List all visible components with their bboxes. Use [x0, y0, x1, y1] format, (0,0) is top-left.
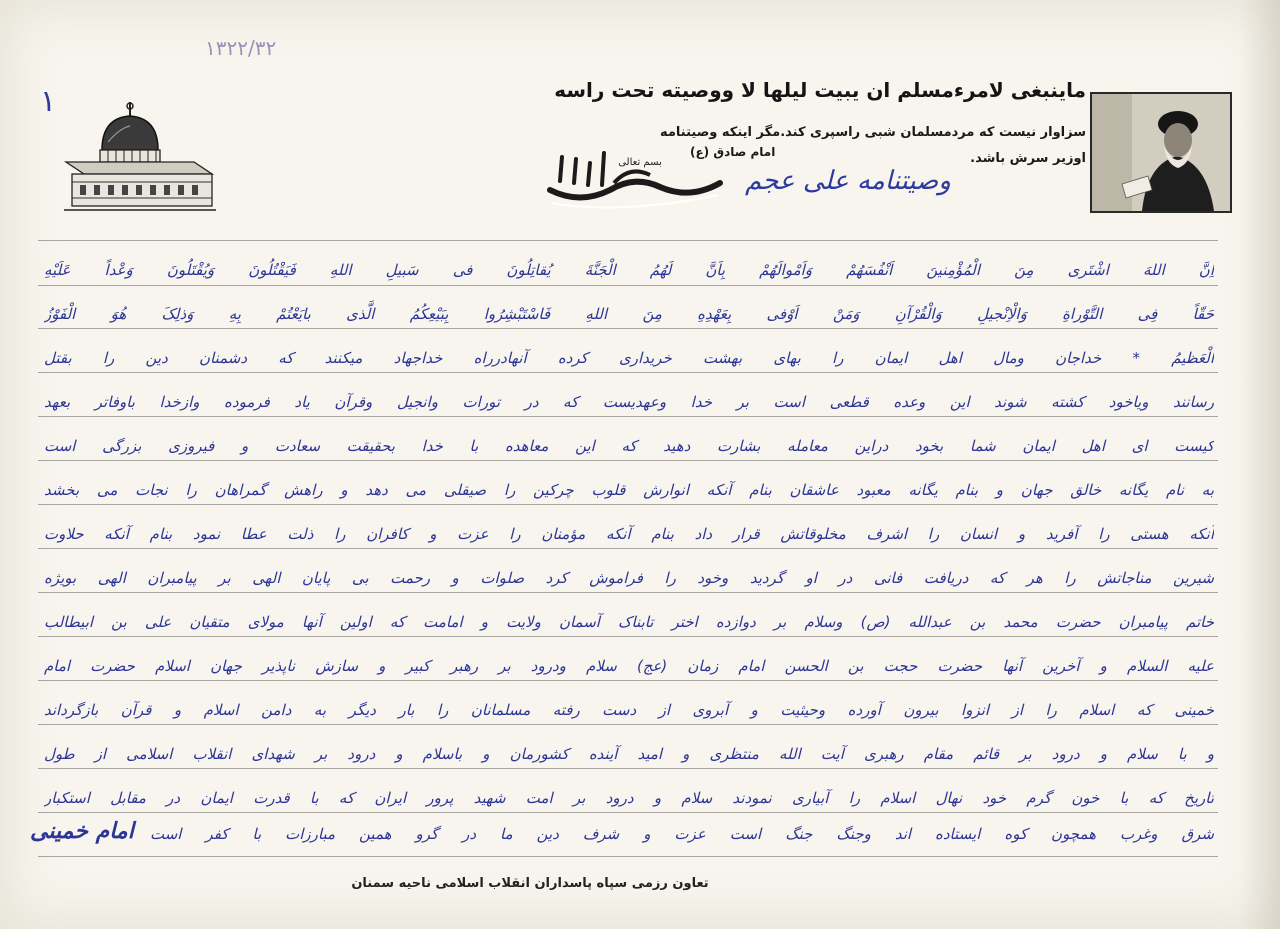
body-line: الْعَظیمُ * خداجان ومال اهل ایمان را بهای بهشت خریداری کرده آنهادرراه خداجهاد میکنند که دشمنان دین را بقتل	[44, 349, 1214, 367]
portrait-photo	[1090, 92, 1232, 213]
body-line: حَقّاً فِی التَّوْراةِ وَالْاِنْجیلِ وَالْقُرْآنِ وَمَنْ اَوْفی بِعَهْدِهِ مِنَ اللهِ فَاسْتَبْشِرُوا بِبَیْعِکُمُ الَّذی بایَعْتُمْ بِهِ وَذلِکَ هُوَ الْفَوْزُ	[44, 305, 1214, 323]
body-line: شیرین مناجاتش را هر که دریافت فانی در او گردید وخود را فراموش کرد صلوات و رحمت بی پایان الهی بر پیامبران الهی بویژه	[44, 569, 1214, 587]
archive-number: ۱۳۲۲/۳۲	[205, 36, 277, 60]
body-line: آنکه هستی را آفرید و انسان را اشرف مخلوقاتش قرار داد بنام آنکه مؤمنان را عزت و کافران را ذلت عطا نمود بنام آنکه حلاوت	[44, 525, 1214, 543]
body-line: و با سلام و درود بر قائم مقام رهبری آیت الله منتظری و امید آینده کشورمان و باسلام و درود بر شهدای انقلاب اسلامی از طول	[44, 745, 1214, 763]
handwritten-heading: وصیتنامه علی عجم	[745, 166, 951, 196]
paper-shadow	[1240, 0, 1280, 929]
body-line: خاتم پیامبران حضرت محمد بن عبدالله (ص) وسلام بر دوازده اختر تابناک آسمان ولایت و امامت که اولین آنها مولای متقیان علی بن ابیطالب	[44, 613, 1214, 631]
body-line: اِنَّ اللهَ اشْتَری مِنَ الْمُؤْمِنینَ اَنْفُسَهُمْ وَاَمْوالَهُمْ بِاَنَّ لَهُمُ الْجَنَّةَ یُقاتِلُونَ فی سَبیلِ اللهِ فَیَقْتُلُونَ وَیُقْتَلُونَ وَعْداً عَلَیْهِ	[44, 261, 1214, 279]
body-line: کیست ای اهل ایمان شما بخود دراین معامله بشارت دهید که این معاهده با خدا بحقیقت سعادت و فیروزی بزرگی است	[44, 437, 1214, 455]
body-line: تاریخ که با خون گرم خود نهال اسلام را آبیاری نمودند سلام و درود بر امت شهید پرور ایران که با قدرت ایمان در مقابل استکبار	[44, 789, 1214, 807]
footer-credit: تعاون رزمی سپاه پاسداران انقلاب اسلامی ناحیه سمنان	[351, 876, 709, 891]
body-line: علیه السلام و آخرین آنها حضرت حجت بن الحسن امام زمان (عج) سلام ودرود بر رهبر کبیر و سازش ناپذیر جهان اسلام حضرت امام	[44, 657, 1214, 675]
signature-quote-author: امام خمینی	[30, 818, 134, 844]
calligraphy-caption: بسم تعالی	[618, 157, 662, 168]
dome-of-the-rock-icon	[60, 100, 220, 218]
body-line: به نام یگانه خالق جهان و بنام یگانه معبود عاشقان بنام آنکه انوارش قلوب چرکین را صیقلی می دهد و راهش گمراهان را نجات می بخشد	[44, 481, 1214, 499]
ruled-line	[38, 240, 1218, 241]
header-hadith-translation-end: اوزیر سرش باشد.	[970, 151, 1086, 166]
ruled-line	[38, 856, 1218, 857]
body-line: شرق وغرب همچون کوه ایستاده اند وجنگ جنگ است عزت و شرف دین ما در گرو همین مبارزات با کفر است	[150, 825, 1214, 843]
body-line: خمینی که اسلام را از انزوا بیرون آورده وحیثیت و آبروی از دست رفته مسلمانان را بار دیگر به دامن اسلام و قرآن بازگرداند	[44, 701, 1214, 719]
page-number: ۱	[40, 84, 57, 119]
body-line: رسانند ویاخود کشته شوند این وعده قطعی است بر خدا وعهدیست که در تورات وانجیل وقرآن یاد فرموده وازخدا باوفاتر بعهد	[44, 393, 1214, 411]
header-hadith-arabic: ماینبغی لامرءمسلم ان یبیت لیلها لا ووصیته تحت راسه	[554, 78, 1086, 102]
header-hadith-translation: سزاوار نیست که مردمسلمان شبی راسپری کند.مگر اینکه وصیتنامه	[659, 125, 1086, 140]
hadith-source: امام صادق (ع)	[690, 145, 776, 159]
